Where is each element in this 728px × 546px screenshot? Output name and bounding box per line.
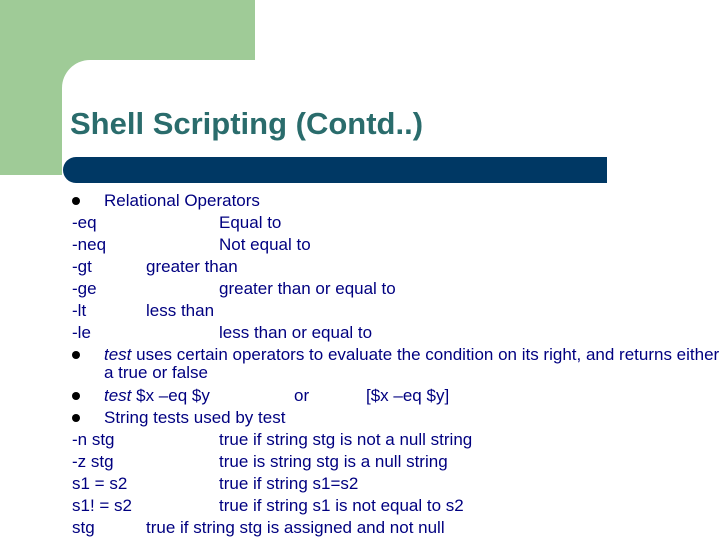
- operator: -lt: [72, 301, 87, 320]
- test-keyword: test: [104, 345, 132, 364]
- bullet-text: String tests used by test: [104, 408, 286, 427]
- title-underline-bar: [63, 157, 607, 183]
- bullet-text: [104, 344, 722, 382]
- operator-description: greater than: [146, 257, 238, 276]
- operator-row-gt: [72, 256, 722, 278]
- string-test-description: true if string stg is assigned and not null: [146, 518, 445, 537]
- string-test-op: -z stg: [72, 452, 114, 471]
- string-test-description: true is string stg is a null string: [219, 452, 448, 471]
- operator-row-le: [72, 322, 722, 344]
- bullet-test-description: [72, 344, 722, 385]
- operator: -neq: [72, 235, 107, 254]
- bullet-relational-operators: [72, 190, 722, 212]
- string-test-row: [72, 473, 722, 495]
- operator-description: greater than or equal to: [219, 279, 396, 298]
- string-test-op: stg: [72, 518, 95, 537]
- operator-row-lt: [72, 300, 722, 322]
- string-test-op: -n stg: [72, 430, 115, 449]
- bullet-icon: [72, 197, 80, 205]
- bullet-test-syntax: [72, 385, 722, 407]
- string-test-op: s1 = s2: [72, 474, 128, 493]
- test-syntax-b: [$x –eq $y]: [366, 386, 450, 405]
- string-test-op: s1! = s2: [72, 496, 133, 515]
- bullet-icon: [72, 351, 80, 359]
- string-test-description: true if string s1=s2: [219, 474, 359, 493]
- bullet-text: Relational Operators: [104, 191, 260, 210]
- operator: -gt: [72, 257, 92, 276]
- slide-title: Shell Scripting (Contd..): [70, 106, 424, 141]
- operator: -ge: [72, 279, 97, 298]
- bullet-icon: [72, 392, 80, 400]
- operator-description: less than or equal to: [219, 323, 373, 342]
- operator-row-neq: [72, 234, 722, 256]
- string-test-description: true if string stg is not a null string: [219, 430, 473, 449]
- string-test-description: true if string s1 is not equal to s2: [219, 496, 464, 515]
- operator: -eq: [72, 213, 97, 232]
- string-test-row: [72, 451, 722, 473]
- test-description: uses certain operators to evaluate the condition on its right, and returns either a true or false: [104, 345, 720, 382]
- operator-description: Not equal to: [219, 235, 311, 254]
- slide-content: [72, 190, 722, 539]
- string-test-row: [72, 495, 722, 517]
- or-word: or: [294, 386, 310, 405]
- operator-description: Equal to: [219, 213, 282, 232]
- operator-description: less than: [146, 301, 215, 320]
- string-test-row: [72, 517, 722, 539]
- string-test-row: [72, 429, 722, 451]
- operator-row-ge: [72, 278, 722, 300]
- test-syntax-a: [104, 385, 210, 407]
- bullet-string-tests: [72, 407, 722, 429]
- operator-row-eq: [72, 212, 722, 234]
- bullet-icon: [72, 414, 80, 422]
- operator: -le: [72, 323, 91, 342]
- test-expression: $x –eq $y: [131, 386, 210, 405]
- test-keyword: test: [104, 386, 132, 405]
